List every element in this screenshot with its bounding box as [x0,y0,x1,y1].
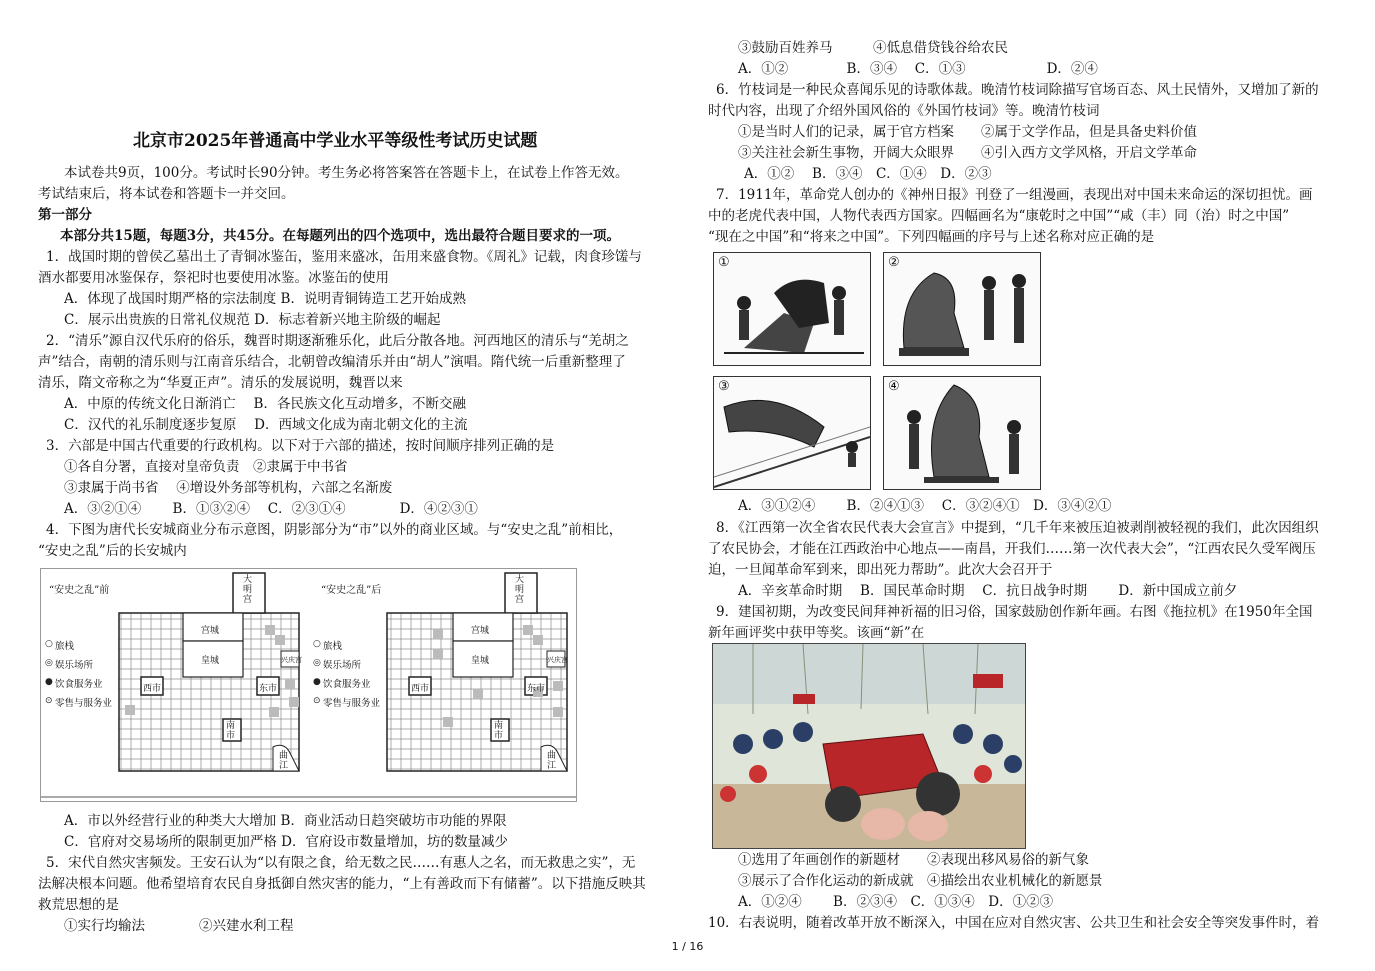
q7-line: 中的老虎代表中国，人物代表西方国家。四幅画名为“康乾时之中国”“咸（丰）同（治）时之中国” [708,208,1290,224]
panel-number: ② [888,255,900,270]
entertainment-icon: ◎ [313,658,321,668]
panel-number: ① [718,255,730,270]
east-market-label: 东市 [527,684,546,694]
q7-option: A．③①②④ B．②④①③ C．③②④① D．③④②① [738,498,1112,514]
q9-line: 新年画评奖中获甲等奖。该画“新”在 [708,625,925,641]
map-after [387,573,567,771]
q4-line: “安史之乱”后的长安城内 [38,543,187,559]
q1-option: A．体现了战国时期严格的宗法制度 B．说明青铜铸造工艺开始成熟 [64,291,466,307]
intro-line-2: 考试结束后，将本试卷和答题卡一并交回。 [38,186,295,202]
tiger-bound-illustration [884,377,1040,489]
xingqing-palace-label: 兴庆宫 [547,656,568,664]
tiger-leaping-illustration [714,377,870,489]
q9-line: 9．建国初期，为改变民间拜神祈福的旧习俗，国家鼓励创作新年画。右图《拖拉机》在1950年全国 [716,604,1313,620]
q9-option: A．①②④ B．②③④ C．①③④ D．①②③ [738,894,1054,910]
q2-line: 声”结合，南朝的清乐则与江南音乐结合，北朝曾改编清乐并由“胡人”演唱。隋代统一后重新整理了 [38,354,626,370]
q4-line: 4．下图为唐代长安城商业分布示意图，阴影部分为“市”以外的商业区域。与“安史之乱”前相比， [46,522,623,538]
qujiang-label: 曲江 [279,751,289,771]
daming-palace-label: 大明宫 [243,575,253,605]
xingqing-palace-label: 兴庆宫 [281,656,302,664]
q3-option: A．③②①④ B．①③②④ C．②③①④ D．④②③① [64,501,478,517]
retail-icon: ⊙ [45,696,53,706]
retail-icon: ⊙ [313,696,321,706]
q10-line: 10．右表说明，随着改革开放不断深入，中国在应对自然灾害、公共卫生和社会安全等突发事件时，着 [708,915,1320,931]
cartoon-panel-1 [713,252,871,366]
south-market-label: 南市 [226,721,236,741]
legend-food: 饮食服务业 [55,679,103,690]
q9-item: ①选用了年画创作的新题材 ②表现出移风易俗的新气象 [738,852,1089,868]
q4-option: A．市以外经营行业的种类大大增加 B．商业活动日趋突破坊市功能的界限 [64,813,507,829]
q4-option: C．官府对交易场所的限制更加严格 D．官府设市数量增加，坊的数量减少 [64,834,508,850]
q8-line: 8．《江西第一次全省农民代表大会宣言》中提到，“几千年来被压迫被剥削被轻视的我们，此次因组织 [716,520,1319,536]
q8-option: A．辛亥革命时期 B．国民革命时期 C．抗日战争时期 D．新中国成立前夕 [738,583,1238,599]
q5-line: 5．宋代自然灾害频发。王安石认为“以有限之食，给无数之民……有惠人之名，而无救患之实”，无 [46,855,636,871]
food-icon: ● [313,677,321,687]
q5-line: 救荒思想的是 [38,897,119,913]
east-market-label: 东市 [259,684,278,694]
legend-entertainment: 娱乐场所 [323,660,362,671]
imperial-city-label: 皇城 [201,656,220,666]
south-market-label: 南市 [494,721,504,741]
q6-line: 6．竹枝词是一种民众喜闻乐见的诗歌体裁。晚清竹枝词除描写官场百态、风土民情外，又增加了新的 [716,82,1319,98]
q2-option: C．汉代的礼乐制度逐步复原 D．西域文化成为南北朝文化的主流 [64,417,468,433]
q6-line: 时代内容，出现了介绍外国风俗的《外国竹枝词》等。晚清竹枝词 [708,103,1100,119]
west-market-label: 西市 [411,684,430,694]
west-market-label: 西市 [143,684,162,694]
qujiang-label: 曲江 [547,751,557,771]
daming-palace-label: 大明宫 [515,575,525,605]
tractor-painting-illustration [713,644,1025,848]
inn-icon: ○ [313,639,321,649]
q2-option: A．中原的传统文化日渐消亡 B．各民族文化互动增多，不断交融 [64,396,466,412]
legend-inn: 旅栈 [323,641,343,652]
legend-food: 饮食服务业 [323,679,371,690]
imperial-city-label: 皇城 [471,656,490,666]
q8-line: 了农民协会，才能在江西政治中心地点——南昌，开我们……第一次代表大会”，“江西农民久受军阀压 [708,541,1316,557]
q9-item: ③展示了合作化运动的新成就 ④描绘出农业机械化的新愿景 [738,873,1103,889]
q3-line: 3．六部是中国古代重要的行政机构。以下对于六部的描述，按时间顺序排列正确的是 [46,438,555,454]
tiger-attacked-illustration [714,253,870,365]
intro-line-1: 本试卷共9页，100分。考试时长90分钟。考生务必将答案答在答题卡上，在试卷上作答无效。 [64,165,629,181]
q2-line: 清乐，隋文帝称之为“华夏正声”。清乐的发展说明，魏晋以来 [38,375,403,391]
q8-line: 迫，一旦闻革命军到来，即出死力帮助”。此次大会召开于 [708,562,1053,578]
legend-retail: 零售与服务业 [55,698,113,709]
q5-item: ①实行均输法 ②兴建水利工程 [64,918,294,934]
q5-item: ③鼓励百姓养马 ④低息借贷钱谷给农民 [738,40,1008,56]
q3-item: ①各自分署，直接对皇帝负责 ②隶属于中书省 [64,459,348,475]
q6-item: ①是当时人们的记录，属于官方档案 ②属于文学作品，但是具备史料价值 [738,124,1197,140]
map-before [119,573,299,771]
food-icon: ● [45,677,53,687]
part-description: 本部分共15题，每题3分，共45分。在每题列出的四个选项中，选出最符合题目要求的一项。 [60,228,620,244]
q7-line: “现在之中国”和“将来之中国”。下列四幅画的序号与上述名称对应正确的是 [708,229,1155,245]
changan-map-figure [40,568,577,802]
palace-city-label: 宫城 [471,626,490,636]
q6-item: ③关注社会新生事物，开阔大众眼界 ④引入西方文学风格，开启文学革命 [738,145,1197,161]
q1-line: 1．战国时期的曾侯乙墓出土了青铜冰鉴缶，鉴用来盛冰，缶用来盛食物。《周礼》记载，肉食珍馐与 [46,249,642,265]
q2-line: 2．“清乐”源自汉代乐府的俗乐，魏晋时期逐渐雅乐化，此后分散各地。河西地区的清乐与“羌胡之 [46,333,629,349]
part-heading: 第一部分 [38,207,92,223]
cartoon-panel-3 [713,376,871,490]
tiger-seated-illustration [884,253,1040,365]
legend-entertainment: 娱乐场所 [55,660,94,671]
q6-option: A．①② B．③④ C．①④ D．②③ [744,166,992,182]
inn-icon: ○ [45,639,53,649]
map-before-label: “安史之乱”前 [49,585,110,596]
tractor-new-year-painting [712,643,1026,849]
entertainment-icon: ◎ [45,658,53,668]
page-title: 北京市2025年普通高中学业水平等级性考试历史试题 [133,131,538,151]
map-after-label: “安史之乱”后 [321,585,382,596]
q5-option: A．①② B．③④ C．①③ D．②④ [738,61,1098,77]
palace-city-label: 宫城 [201,626,220,636]
q5-line: 法解决根本问题。他希望培育农民自身抵御自然灾害的能力，“上有善政而下有储蓄”。以下措施反映其 [38,876,646,892]
legend-retail: 零售与服务业 [323,698,381,709]
q3-item: ③隶属于尚书省 ④增设外务部等机构，六部之名渐废 [64,480,393,496]
q1-line: 酒水都要用冰鉴保存，祭祀时也要使用冰鉴。冰鉴缶的使用 [38,270,389,286]
cartoon-panel-4 [883,376,1041,490]
panel-number: ④ [888,379,900,394]
legend-inn: 旅栈 [55,641,75,652]
q7-line: 7．1911年，革命党人创办的《神州日报》刊登了一组漫画，表现出对中国未来命运的深切担忧。画 [716,187,1313,203]
panel-number: ③ [718,379,730,394]
q1-option: C．展示出贵族的日常礼仪规范 D．标志着新兴地主阶级的崛起 [64,312,441,328]
page-number: 1 / 16 [671,940,704,953]
cartoon-panel-2 [883,252,1041,366]
changan-map-svg [41,569,576,801]
